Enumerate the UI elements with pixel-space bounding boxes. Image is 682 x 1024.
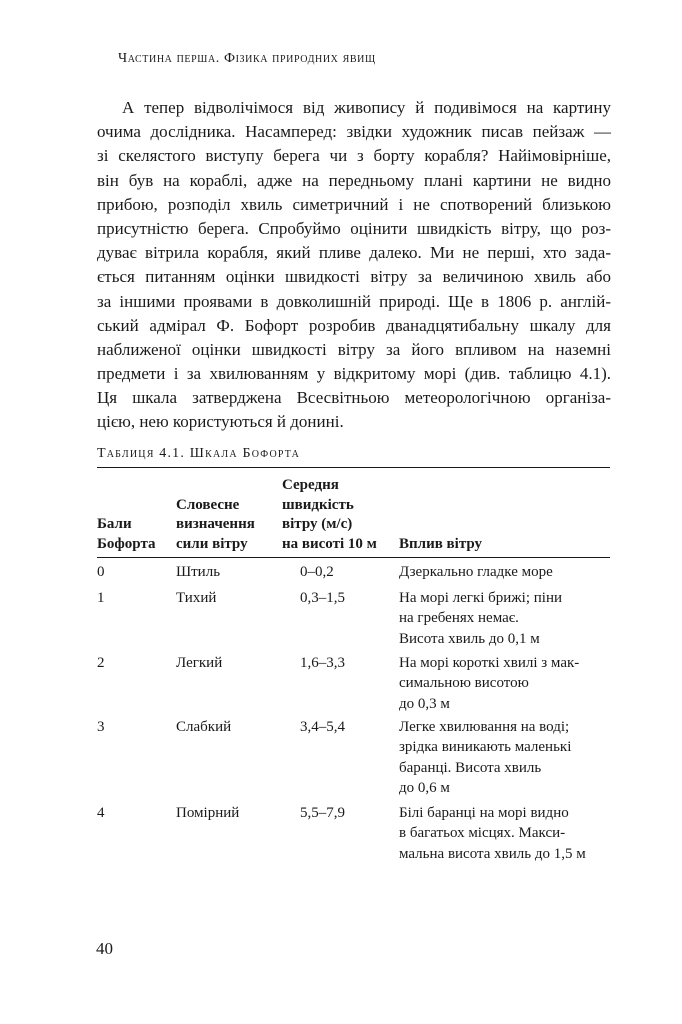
- cell-effect: [399, 803, 614, 864]
- effect-line: на гребенях немає.: [399, 610, 519, 627]
- cell-scale: 3: [97, 719, 105, 735]
- text-line: предмети і за хвилюванням у відкритому морі (див. таблицю 4.1).: [97, 364, 611, 384]
- table-caption: Таблиця 4.1. Шкала Бофорта: [97, 446, 301, 461]
- table-header-rule: [97, 557, 610, 558]
- text-line: прибою, розподіл хвиль симетричний і не спотворений близькою: [97, 194, 611, 214]
- header-line: Середня: [282, 477, 339, 493]
- text-line: ський адмірал Ф. Бофорт розробив дванадцятибальну шкалу для: [97, 315, 611, 335]
- header-name: [176, 474, 276, 554]
- effect-line: Висота хвиль до 0,1 м: [399, 630, 540, 647]
- effect-line: баранці. Висота хвиль: [399, 759, 542, 776]
- header-line: Бали: [97, 516, 132, 532]
- header-speed: [282, 474, 392, 554]
- cell-speed: 1,6–3,3: [300, 655, 345, 671]
- effect-line: Легке хвилювання на воді;: [399, 719, 570, 735]
- header-line: Бофорта: [97, 535, 156, 552]
- cell-name: Штиль: [176, 564, 221, 580]
- cell-speed: 0–0,2: [300, 564, 334, 580]
- text-line: зі скелястого виступу берега чи з борту корабля? Найімовірніше,: [97, 146, 611, 166]
- cell-name: Тихий: [176, 590, 217, 606]
- header-line: на висоті 10 м: [282, 535, 377, 552]
- text-line: А тепер відволічімося від живопису й подивімося на картину: [122, 98, 611, 117]
- text-line: наближеної оцінки швидкості вітру за його впливом на наземні: [97, 339, 611, 359]
- text-line: дуває вітрила корабля, який пливе далеко. Ми не перші, хто зада-: [97, 243, 611, 263]
- text-line: цією, нею користуються й донині.: [97, 412, 344, 432]
- effect-line: На морі короткі хвилі з мак-: [399, 655, 580, 671]
- cell-name: Легкий: [176, 655, 223, 671]
- cell-speed: 3,4–5,4: [300, 719, 345, 735]
- cell-speed: 0,3–1,5: [300, 590, 345, 606]
- cell-effect: [399, 717, 614, 799]
- body-paragraph: [97, 96, 611, 435]
- text-line: очима дослідника. Насамперед: звідки художник писав пейзаж —: [97, 122, 611, 142]
- text-line: Ця шкала затверджена Всесвітньою метеорологічною організа-: [97, 388, 611, 408]
- header-line: швидкість: [282, 496, 354, 513]
- effect-line: симальною висотою: [399, 675, 529, 692]
- page-number: 40: [96, 939, 113, 958]
- text-line: за іншими проявами в довколишній природі. Ще в 1806 р. англій-: [97, 291, 611, 311]
- text-line: присутністю берега. Спробуймо оцінити швидкість вітру, що роз-: [97, 218, 611, 238]
- header-line: Словесне: [176, 496, 240, 513]
- cell-name: Слабкий: [176, 719, 232, 735]
- effect-line: мальна висота хвиль до 1,5 м: [399, 845, 586, 862]
- cell-effect: [399, 653, 614, 714]
- cell-scale: 4: [97, 805, 105, 821]
- cell-name: Помірний: [176, 805, 240, 821]
- cell-effect: [399, 562, 614, 582]
- cell-scale: 2: [97, 655, 105, 671]
- header-effect: [399, 474, 614, 554]
- effect-line: зрідка виникають маленькі: [399, 739, 572, 756]
- cell-scale: 1: [97, 590, 105, 606]
- text-line: він був на кораблі, адже на передньому плані картини не видно: [97, 170, 611, 190]
- header-scale: [97, 474, 177, 554]
- effect-line: Дзеркально гладке море: [399, 564, 553, 580]
- text-line: ється питанням оцінки швидкості вітру за величиною хвиль або: [97, 267, 611, 287]
- header-line: вітру (м/с): [282, 516, 353, 532]
- effect-line: На морі легкі брижі; піни: [399, 590, 563, 606]
- header-line: Вплив вітру: [399, 535, 483, 552]
- cell-effect: [399, 588, 614, 649]
- effect-line: до 0,6 м: [399, 780, 450, 797]
- effect-line: Білі баранці на морі видно: [399, 805, 569, 821]
- table-top-rule: [97, 467, 610, 468]
- cell-speed: 5,5–7,9: [300, 805, 345, 821]
- header-line: сили вітру: [176, 535, 248, 552]
- header-line: визначення: [176, 516, 255, 532]
- cell-scale: 0: [97, 564, 105, 580]
- effect-line: до 0,3 м: [399, 695, 450, 712]
- effect-line: в багатьох місцях. Макси-: [399, 825, 566, 842]
- running-head: Частина перша. Фізика природних явищ: [118, 51, 376, 66]
